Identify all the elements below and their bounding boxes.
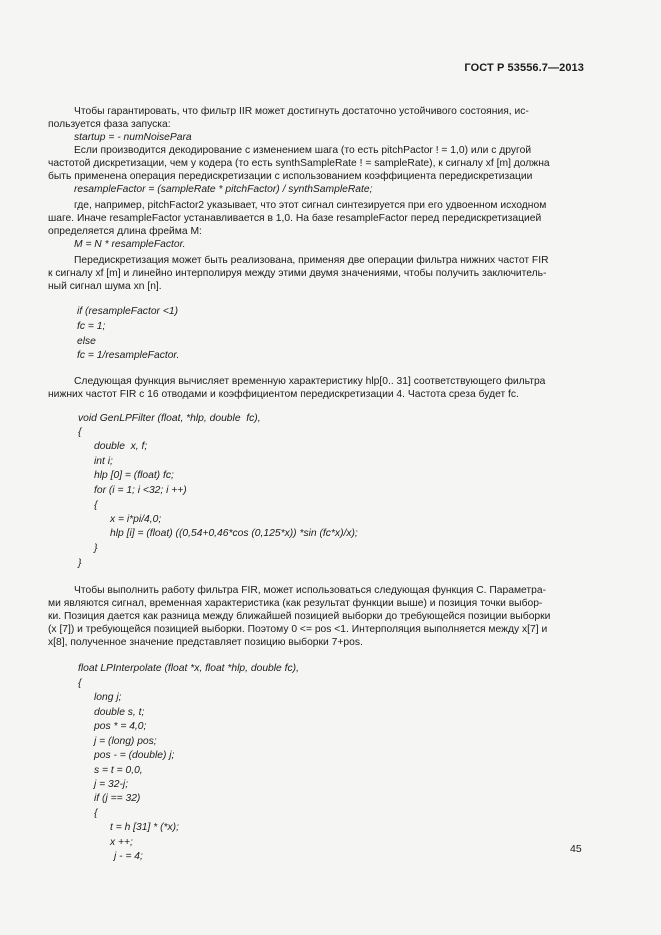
- paragraph-line: ный сигнал шума xn [n].: [48, 281, 162, 292]
- code-line: float LPInterpolate (float *x, float *hlp, double fc),: [78, 663, 299, 674]
- paragraph-line: к сигналу xf [m] и линейно интерполируя между этими двумя значениями, чтобы получить заключитель-: [48, 268, 547, 279]
- formula-m: M = N * resampleFactor.: [74, 239, 186, 250]
- paragraph-line: ми являются сигнал, временная характеристика (как результат функции выше) и позиция точки выбор-: [48, 598, 543, 609]
- code-line: {: [78, 678, 82, 689]
- paragraph-line: (x [7]) и требующейся позицией выборки. Поэтому 0 <= pos <1. Интерполяция выполняется между x[7] и: [48, 624, 548, 635]
- document-header: ГОСТ Р 53556.7—2013: [464, 62, 584, 74]
- paragraph-line: Передискретизация может быть реализована, применяя две операции фильтра нижних частот FIR: [74, 255, 549, 266]
- code-line: else: [77, 336, 96, 347]
- formula-resample: resampleFactor = (sampleRate * pitchFactor) / synthSampleRate;: [74, 184, 373, 195]
- code-line: hlp [0] = (float) fc;: [94, 470, 174, 481]
- code-line: void GenLPFilter (float, *hlp, double fc),: [78, 413, 261, 424]
- code-line: for (i = 1; i <32; i ++): [94, 485, 187, 496]
- code-line: x = i*pi/4,0;: [110, 514, 162, 525]
- code-line: }: [94, 543, 98, 554]
- code-line: double s, t;: [94, 707, 145, 718]
- paragraph-line: нижних частот FIR с 16 отводами и коэффициентом передискретизации 4. Частота среза будет fc.: [48, 389, 519, 400]
- code-line: {: [94, 500, 98, 511]
- code-line: int i;: [94, 456, 113, 467]
- paragraph-line: где, например, pitchFactor2 указывает, что этот сигнал синтезируется при его удвоенном исходном: [74, 200, 547, 211]
- code-line: t = h [31] * (*x);: [110, 822, 179, 833]
- paragraph-line: шаге. Иначе resampleFactor устанавливается в 1,0. На базе resampleFactor перед передискретизацией: [48, 213, 542, 224]
- formula-startup: startup = - numNoisePara: [74, 132, 192, 143]
- code-line: j - = 4;: [114, 851, 143, 862]
- code-line: {: [94, 808, 98, 819]
- code-line: pos * = 4,0;: [94, 721, 147, 732]
- paragraph-line: Чтобы выполнить работу фильтра FIR, может использоваться следующая функция C. Параметра-: [74, 585, 547, 596]
- code-line: pos - = (double) j;: [94, 750, 175, 761]
- paragraph-line: частотой дискретизации, чем у кодера (то есть synthSampleRate ! = sampleRate), к сигналу xf [m] должна: [48, 158, 550, 169]
- code-line: hlp [i] = (float) ((0,54+0,46*cos (0,125*x)) *sin (fc*x)/x);: [110, 528, 358, 539]
- code-line: x ++;: [110, 837, 133, 848]
- paragraph-line: Чтобы гарантировать, что фильтр IIR может достигнуть достаточно устойчивого состояния, ис-: [74, 106, 529, 117]
- paragraph-line: x[8], полученное значение представляет позицию выборки 7+pos.: [48, 637, 363, 648]
- code-line: s = t = 0,0,: [94, 765, 143, 776]
- code-line: long j;: [94, 692, 122, 703]
- code-line: {: [78, 427, 82, 438]
- page-number: 45: [570, 843, 582, 855]
- code-line: double x, f;: [94, 441, 148, 452]
- code-line: }: [78, 558, 82, 569]
- code-line: if (j == 32): [94, 793, 141, 804]
- code-line: if (resampleFactor <1): [77, 306, 178, 317]
- code-line: j = 32-j;: [94, 779, 129, 790]
- paragraph-line: быть применена операция передискретизации с использованием коэффициента передискретизации: [48, 171, 533, 182]
- code-line: fc = 1/resampleFactor.: [77, 350, 180, 361]
- paragraph-line: определяется длина фрейма M:: [48, 226, 202, 237]
- code-line: j = (long) pos;: [94, 736, 157, 747]
- paragraph-line: Следующая функция вычисляет временную характеристику hlp[0.. 31] соответствующего фильтра: [74, 376, 546, 387]
- paragraph-line: ки. Позиция дается как разница между ближайшей позицией выборки до требующейся позиции выборки: [48, 611, 551, 622]
- paragraph-line: Если производится декодирование с изменением шага (то есть pitchPactor ! = 1,0) или с другой: [74, 145, 532, 156]
- code-line: fc = 1;: [77, 321, 106, 332]
- paragraph-line: пользуется фаза запуска:: [48, 119, 171, 130]
